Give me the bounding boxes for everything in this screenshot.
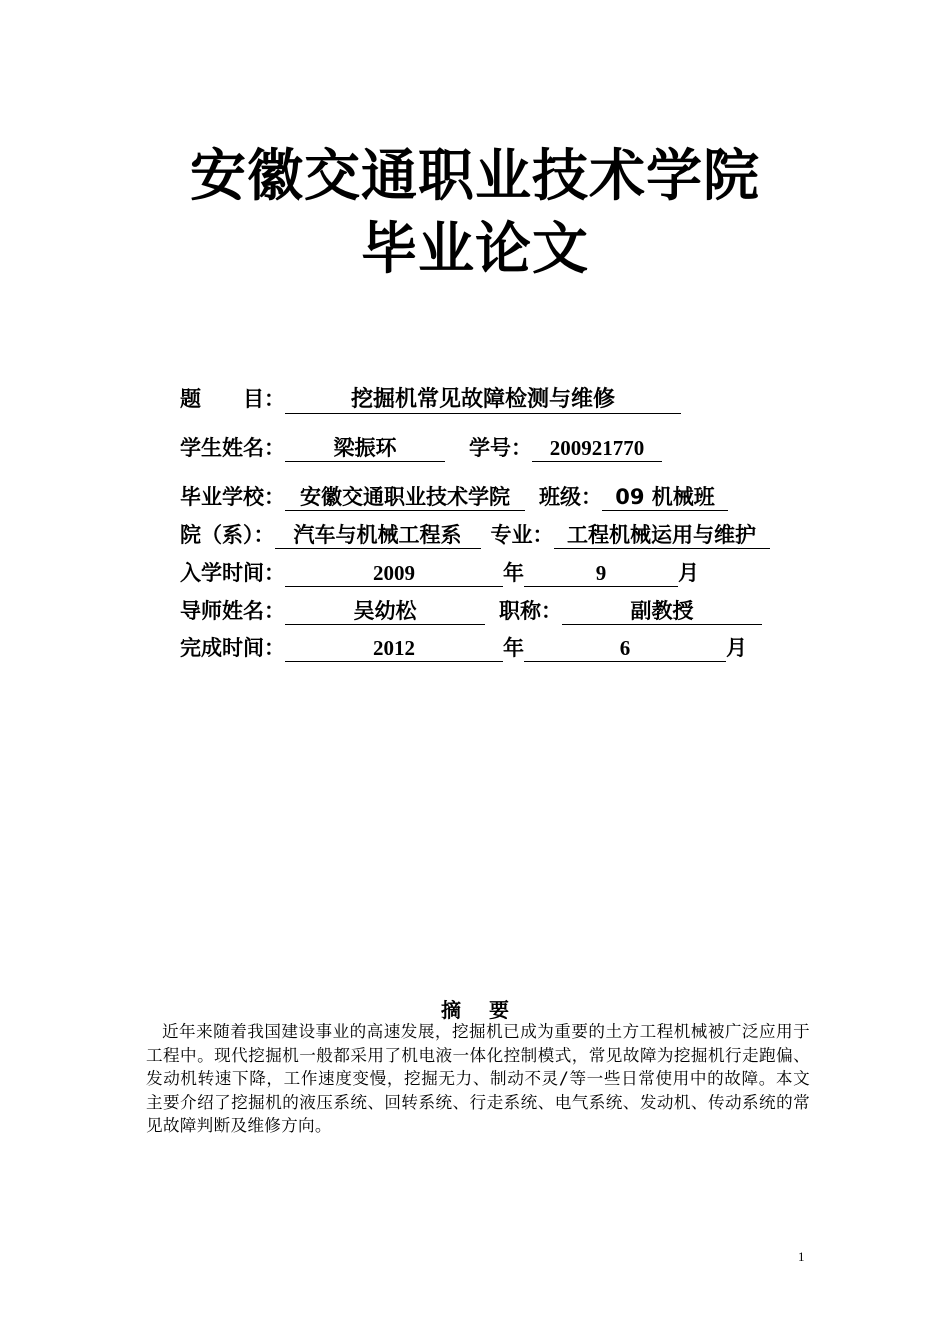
completion-row: [180, 634, 747, 662]
abstract-heading: 摘要: [441, 998, 537, 1022]
topic-row: [180, 385, 681, 414]
department-value: 汽车与机械工程系: [275, 522, 481, 549]
name-label: 学生姓名：: [180, 435, 285, 460]
school-row: [180, 483, 728, 511]
name-row: [180, 434, 662, 462]
class-value: 09 机械班: [602, 484, 728, 511]
school-value: 安徽交通职业技术学院: [285, 484, 525, 511]
enrollment-year: 2009: [285, 560, 503, 587]
page-number: 1: [798, 1249, 805, 1264]
department-label: 院（系）：: [180, 522, 275, 547]
enrollment-year-unit: 年: [503, 560, 524, 585]
topic-label: 题 目：: [180, 386, 285, 411]
advisor-value: 吴幼松: [285, 598, 485, 625]
major-value: 工程机械运用与维护: [554, 522, 770, 549]
class-label: 班级：: [539, 484, 602, 509]
rank-label: 职称：: [499, 598, 562, 623]
completion-month: 6: [524, 635, 726, 662]
advisor-row: [180, 597, 762, 625]
enrollment-label: 入学时间：: [180, 560, 285, 585]
rank-value: 副教授: [562, 598, 762, 625]
completion-month-unit: 月: [726, 635, 747, 660]
school-title: 安徽交通职业技术学院: [190, 144, 760, 209]
completion-year-unit: 年: [503, 635, 524, 660]
school-label: 毕业学校：: [180, 484, 285, 509]
advisor-label: 导师姓名：: [180, 598, 285, 623]
department-row: [180, 521, 770, 549]
student-name-value: 梁振环: [285, 435, 445, 462]
topic-value: 挖掘机常见故障检测与维修: [285, 387, 681, 414]
enrollment-month: 9: [524, 560, 678, 587]
enrollment-month-unit: 月: [678, 560, 699, 585]
abstract-body: 近年来随着我国建设事业的高速发展，挖掘机已成为重要的土方工程机械被广泛应用于工程中。现代挖掘机一般都采用了机电液一体化控制模式，常见故障为挖掘机行走跑偏、发动机转速下降，工作速度变慢，挖掘无力、制动不灵/等一些日常使用中的故障。本文主要介绍了挖掘机的液压系统、回转系统、行走系统、电气系统、发动机、传动系统的常见故障判断及维修方向。: [146, 1022, 810, 1135]
student-id-label: 学号：: [469, 435, 532, 460]
document-title: 毕业论文: [361, 217, 589, 282]
major-label: 专业：: [490, 522, 554, 547]
completion-year: 2012: [285, 635, 503, 662]
enrollment-row: [180, 559, 699, 587]
student-id-value: 200921770: [532, 435, 662, 462]
completion-label: 完成时间：: [180, 635, 285, 660]
